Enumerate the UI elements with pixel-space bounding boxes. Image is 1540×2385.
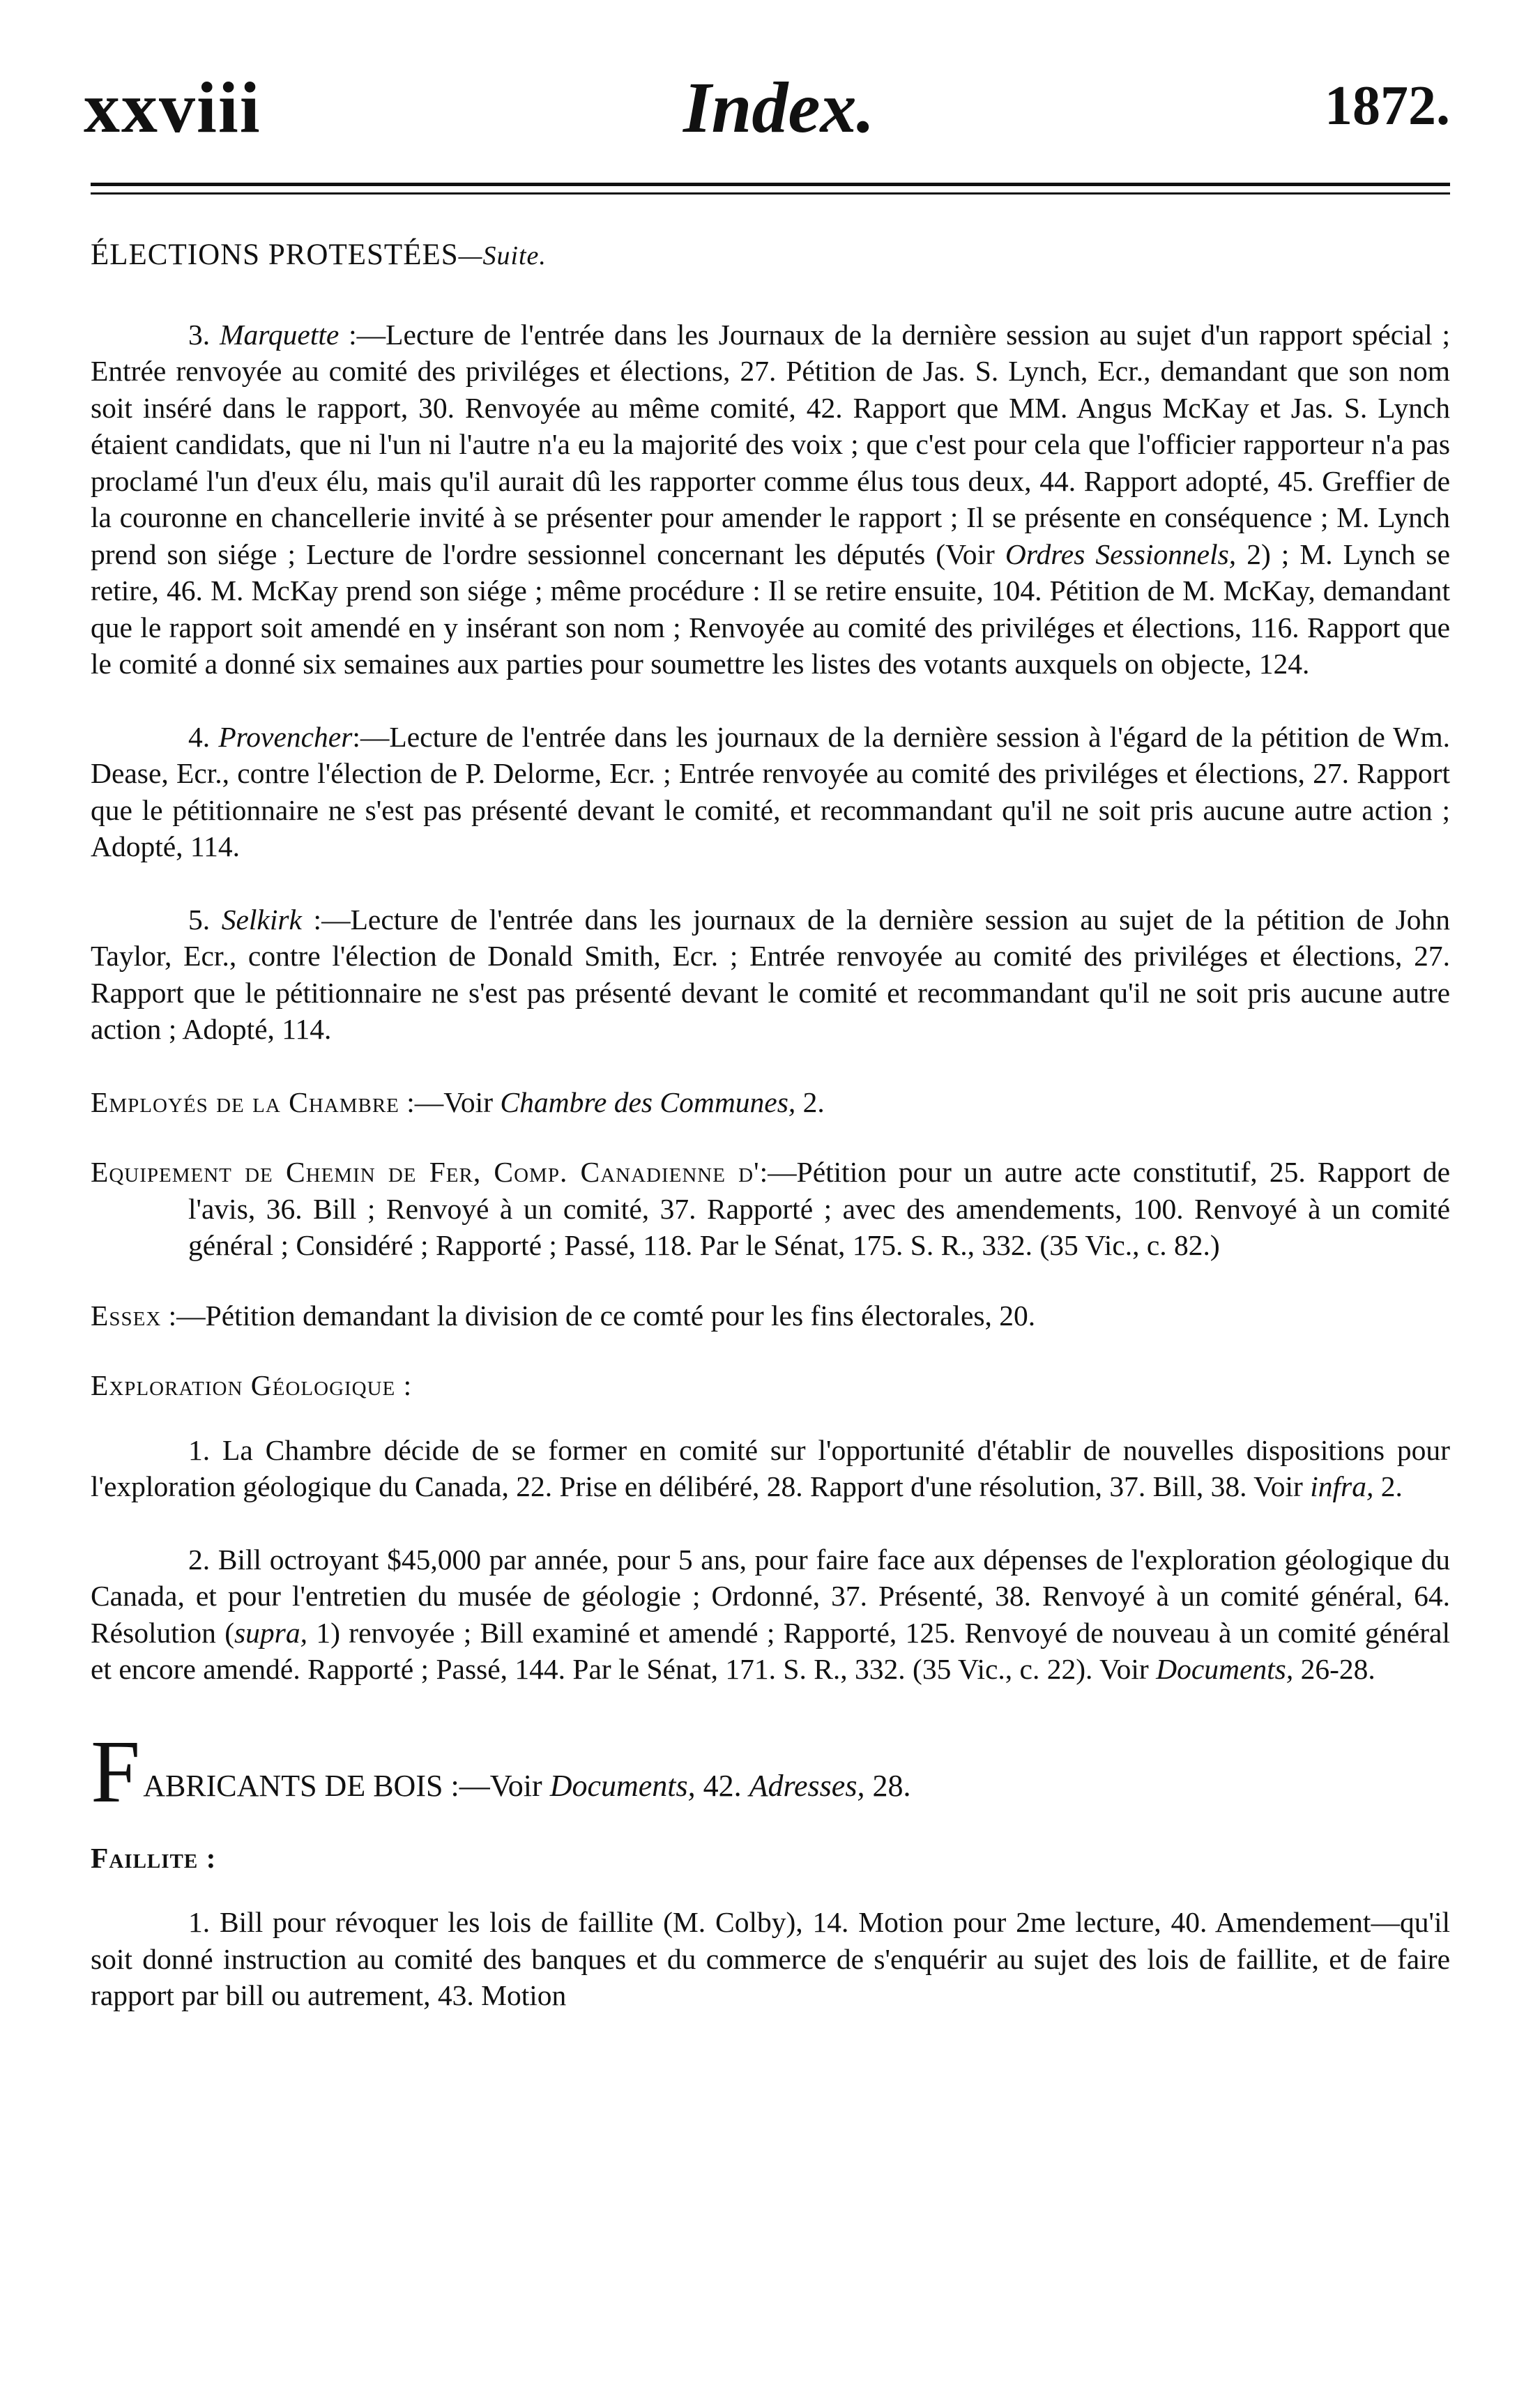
entry-number: 2.: [188, 1543, 211, 1576]
section-title-suffix: —Suite.: [458, 241, 547, 270]
entry-employes: [91, 1084, 1450, 1121]
entry-page-ref: 2.: [1380, 1470, 1403, 1502]
entry-number: 1.: [188, 1433, 211, 1466]
index-content: [91, 237, 1450, 2014]
entry-fabricants: [91, 1721, 1450, 1821]
entry-marquette: [91, 317, 1450, 683]
entry-equipement: [91, 1154, 1450, 1264]
entry-exploration-2: [91, 1541, 1450, 1688]
entry-name: Provencher: [218, 720, 353, 753]
entry-text: :—Lecture de l'entrée dans les journaux de la dernière session au sujet de la pétition de John Taylor, Ecr., contre l'élection de Donald Smith, Ecr. ; Entrée renvoyée au comité des priviléges et élections, 27. Rapport que le pétitionnaire ne s'est pas présenté devant le comité et recommandant qu'il ne soit pris aucune autre action ; Adopté, 114.: [91, 903, 1450, 1045]
entry-page-ref: 2.: [802, 1085, 825, 1118]
entry-reference: Documents,: [549, 1768, 696, 1803]
section-title: [91, 237, 1450, 275]
page-number: xxviii: [84, 68, 261, 148]
entry-heading: Equipement de Chemin de Fer, Comp. Canadienne d': [91, 1156, 760, 1188]
entry-heading: Essex: [91, 1299, 162, 1332]
entry-text: Bill pour révoquer les lois de faillite (M. Colby), 14. Motion pour 2me lecture, 40. Amendement—qu'il soit donné instruction au comité des banques et du commerce de s'enquérir au sujet des lois de faillite, et de faire rapport par bill ou autrement, 43. Motion: [91, 1906, 1450, 2011]
header-rule-thin: [91, 192, 1450, 195]
entry-text: :—Pétition pour un autre acte constitutif, 25. Rapport de l'avis, 36. Bill ; Renvoyé à un comité, 37. Rapporté ; avec des amendements, 100. Renvoyé à un comité général ; Considéré ; Rapporté ; Passé, 118. Par le Sénat, 175. S. R., 332. (35 Vic., c. 82.): [188, 1156, 1451, 1261]
running-title: Index.: [683, 68, 875, 148]
entry-exploration-heading: [91, 1367, 1450, 1404]
entry-number: 3.: [188, 318, 211, 351]
entry-text: :—Voir: [406, 1085, 494, 1118]
entry-name: Selkirk: [221, 903, 302, 936]
entry-text: Bill octroyant $45,000 par année, pour 5 ans, pour faire face aux dépenses de l'exploration géologique du Canada, et pour l'entretien du musée de géologie ; Ordonné, 37. Présenté, 38. Renvoyé à un comité général, 64. Résolution (: [91, 1543, 1450, 1649]
entry-text: :—Voir: [450, 1768, 542, 1803]
page-header: [84, 66, 1450, 150]
entry-heading: Faillite :: [91, 1841, 217, 1874]
entry-faillite-1: [91, 1904, 1450, 2014]
entry-number: 4.: [188, 720, 211, 753]
entry-heading: Employés de la Chambre: [91, 1085, 399, 1118]
header-rule-thick: [91, 183, 1450, 186]
entry-text: :—Pétition demandant la division de ce comté pour les fins électorales, 20.: [168, 1299, 1036, 1332]
entry-text: La Chambre décide de se former en comité sur l'opportunité d'établir de nouvelles dispositions pour l'exploration géologique du Canada, 22. Prise en délibéré, 28. Rapport d'une résolution, 37. Bill, 38. Voir: [91, 1433, 1450, 1502]
entry-reference: Documents,: [1156, 1653, 1294, 1685]
section-title-text: ÉLECTIONS PROTESTÉES: [91, 238, 459, 271]
entry-text-tail: 1) renvoyée ; Bill examiné et amendé ; Rapporté, 125. Renvoyé de nouveau à un comité général et encore amendé. Rapporté ; Passé, 144. Par le Sénat, 171. S. R., 332. (35 Vic., c. 22). Voir: [91, 1616, 1451, 1685]
entry-heading: ABRICANTS DE BOIS: [143, 1768, 443, 1803]
entry-provencher: [91, 719, 1450, 865]
drop-cap-letter: F: [91, 1721, 141, 1821]
entry-reference: infra,: [1310, 1470, 1374, 1502]
entry-essex: [91, 1297, 1450, 1334]
entry-text-tail: 2) ; M. Lynch se retire, 46. M. McKay prend son siége ; même procédure : Il se retire ensuite, 104. Pétition de M. McKay, demandant que le rapport soit amendé en y insérant son nom ; Renvoyée au comité des priviléges et élections, 116. Rapport que le comité a donné six semaines aux parties pour soumettre les listes des votants auxquels on objecte, 124.: [91, 538, 1451, 680]
entry-page-ref: 42.: [703, 1768, 742, 1803]
entry-exploration-1: [91, 1432, 1450, 1505]
entry-reference: Ordres Sessionnels,: [1005, 538, 1237, 570]
entry-text: :—Lecture de l'entrée dans les Journaux de la dernière session au sujet d'un rapport spécial ; Entrée renvoyée au comité des priviléges et élections, 27. Pétition de Jas. S. Lynch, Ecr., demandant que son nom soit inséré dans le rapport, 30. Renvoyée au même comité, 42. Rapport que MM. Angus McKay et Jas. S. Lynch étaient candidats, que ni l'un ni l'autre n'a eu la majorité des voix ; que c'est pour cela que l'officier rapporteur n'a pas proclamé l'un d'eux élu, mais qu'il aurait dû les rapporter comme élus tous deux, 44. Rapport adopté, 45. Greffier de la couronne en chancellerie invité à se présenter pour amender le rapport ; Il se présente en conséquence ; M. Lynch prend son siége ; Lecture de l'ordre sessionnel concernant les députés (Voir: [91, 318, 1451, 570]
entry-name: Marquette: [219, 318, 340, 351]
year: 1872.: [1325, 75, 1450, 137]
entry-number: 1.: [188, 1906, 211, 1938]
entry-page-ref: 28.: [872, 1768, 911, 1803]
entry-reference: Adresses,: [749, 1768, 865, 1803]
entry-reference: supra,: [234, 1616, 307, 1649]
entry-faillite-heading: [91, 1840, 1450, 1877]
entry-text: :—Lecture de l'entrée dans les journaux de la dernière session à l'égard de la pétition de Wm. Dease, Ecr., contre l'élection de P. Delorme, Ecr. ; Entrée renvoyée au comité des priviléges et élections, 27. Rapport que le pétitionnaire ne s'est pas présenté devant le comité, et recommandant qu'il ne soit pris aucune autre action ; Adopté, 114.: [91, 720, 1450, 862]
entry-page-ref: 26-28.: [1300, 1653, 1375, 1685]
entry-number: 5.: [188, 903, 211, 936]
entry-reference: Chambre des Communes,: [500, 1085, 796, 1118]
entry-heading: Exploration Géologique :: [91, 1369, 413, 1401]
entry-selkirk: [91, 901, 1450, 1048]
